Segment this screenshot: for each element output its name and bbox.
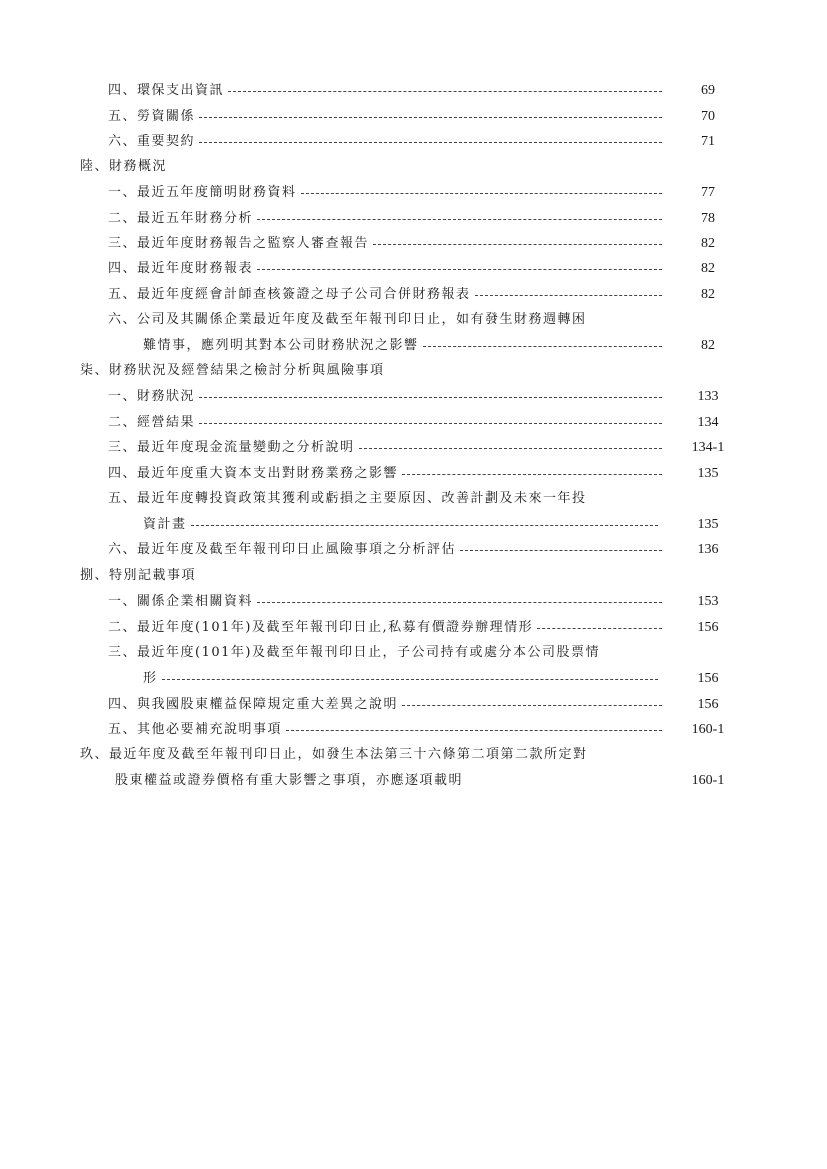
toc-leader-line	[199, 142, 662, 143]
toc-entry-title: 五、最近年度經會計師查核簽證之母子公司合併財務報表	[108, 287, 471, 302]
toc-entry	[0, 516, 827, 534]
toc-page-number: 134-1	[691, 440, 725, 455]
toc-leader-line	[537, 628, 662, 629]
toc-leader-line	[286, 730, 662, 731]
toc-leader-line	[402, 474, 662, 475]
toc-entry	[0, 82, 827, 100]
toc-entry	[0, 439, 827, 457]
toc-entry	[0, 184, 827, 202]
toc-entry-title: 三、最近年度財務報告之監察人審查報告	[108, 236, 370, 251]
toc-leader-line	[373, 244, 662, 245]
toc-leader-line	[359, 448, 662, 449]
toc-entry	[0, 235, 827, 253]
toc-entry-title: 四、環保支出資訊	[108, 83, 225, 98]
toc-entry-title: 形	[143, 671, 158, 686]
toc-entry	[0, 619, 827, 637]
toc-entry-title: 四、最近年度財務報表	[108, 261, 254, 276]
toc-leader-line	[257, 269, 662, 270]
toc-leader-line	[199, 117, 662, 118]
toc-entry	[0, 746, 827, 764]
toc-page-number: 82	[701, 338, 715, 353]
toc-entry-title: 六、最近年度及截至年報刊印日止風險事項之分析評估	[108, 542, 457, 557]
toc-leader-line	[301, 193, 662, 194]
toc-entry-title: 玖、最近年度及截至年報刊印日止，如發生本法第三十六條第二項第二款所定對	[80, 747, 588, 762]
toc-entry-title: 三、最近年度現金流量變動之分析說明	[108, 440, 355, 455]
toc-leader-line	[199, 397, 662, 398]
toc-entry-title: 二、經營結果	[108, 415, 196, 430]
toc-entry	[0, 465, 827, 483]
toc-entry	[0, 108, 827, 126]
toc-leader-line	[162, 679, 658, 680]
toc-entry	[0, 133, 827, 151]
toc-leader-line	[228, 91, 662, 92]
toc-page-number: 69	[701, 83, 715, 98]
toc-entry-title: 五、最近年度轉投資政策其獲利或虧損之主要原因、改善計劃及未來一年投	[108, 491, 587, 506]
toc-leader-line	[475, 295, 662, 296]
toc-entry-title: 股東權益或證券價格有重大影響之事項，亦應逐項載明	[115, 773, 464, 788]
toc-entry-title: 陸、財務概況	[80, 159, 168, 174]
toc-entry	[0, 593, 827, 611]
toc-page-number: 82	[701, 236, 715, 251]
toc-page-number: 134	[697, 415, 719, 430]
toc-entry	[0, 414, 827, 432]
toc-entry-title: 五、其他必要補充說明事項	[108, 722, 283, 737]
toc-leader-line	[257, 602, 662, 603]
toc-page-number: 156	[697, 671, 719, 686]
toc-entry	[0, 721, 827, 739]
toc-entry	[0, 286, 827, 304]
toc-entry-title: 資計畫	[143, 517, 187, 532]
toc-entry	[0, 260, 827, 278]
toc-page-number: 160-1	[691, 722, 725, 737]
toc-leader-line	[257, 219, 662, 220]
toc-entry	[0, 567, 827, 585]
toc-page-number: 136	[697, 542, 719, 557]
toc-entry-title: 六、重要契約	[108, 134, 196, 149]
toc-page-number: 160-1	[691, 773, 725, 788]
toc-page-number: 71	[701, 134, 715, 149]
toc-entry-title: 五、勞資關係	[108, 109, 196, 124]
toc-entry-title: 一、財務狀況	[108, 389, 196, 404]
toc-entry-title: 二、最近年度(101年)及截至年報刊印日止,私募有價證券辦理情形	[108, 620, 534, 635]
toc-page-number: 156	[697, 697, 719, 712]
toc-entry	[0, 644, 827, 662]
toc-entry	[0, 696, 827, 714]
toc-entry-title: 四、與我國股東權益保障規定重大差異之說明	[108, 697, 399, 712]
toc-leader-line	[460, 550, 662, 551]
toc-entry	[0, 541, 827, 559]
toc-entry-title: 二、最近五年財務分析	[108, 211, 254, 226]
toc-entry	[0, 158, 827, 176]
toc-entry	[0, 772, 827, 790]
toc-page-number: 156	[697, 620, 719, 635]
toc-entry-title: 三、最近年度(101年)及截至年報刊印日止，子公司持有或處分本公司股票情	[108, 645, 600, 660]
toc-entry	[0, 490, 827, 508]
toc-entry	[0, 337, 827, 355]
toc-leader-line	[423, 346, 662, 347]
toc-entry-title: 四、最近年度重大資本支出對財務業務之影響	[108, 466, 399, 481]
toc-entry-title: 六、公司及其關係企業最近年度及截至年報刊印日止，如有發生財務週轉困	[108, 312, 587, 327]
toc-page-number: 135	[697, 466, 719, 481]
toc-page-number: 153	[697, 594, 719, 609]
toc-entry-title: 一、關係企業相關資料	[108, 594, 254, 609]
toc-page-number: 82	[701, 261, 715, 276]
toc-leader-line	[199, 423, 662, 424]
toc-entry	[0, 388, 827, 406]
toc-page-number: 70	[701, 109, 715, 124]
toc-entry	[0, 670, 827, 688]
toc-entry-title: 難情事，應列明其對本公司財務狀況之影響	[143, 338, 419, 353]
toc-page-number: 133	[697, 389, 719, 404]
toc-entry	[0, 362, 827, 380]
toc-entry-title: 一、最近五年度簡明財務資料	[108, 185, 297, 200]
toc-page-number: 77	[701, 185, 715, 200]
toc-page-number: 135	[697, 517, 719, 532]
toc-leader-line	[402, 705, 662, 706]
toc-page-number: 78	[701, 211, 715, 226]
toc-entry-title: 柒、財務狀況及經營結果之檢討分析與風險事項	[80, 363, 385, 378]
toc-entry	[0, 210, 827, 228]
toc-entry-title: 捌、特別記載事項	[80, 568, 197, 583]
toc-entry	[0, 311, 827, 329]
toc-leader-line	[191, 525, 658, 526]
toc-page-number: 82	[701, 287, 715, 302]
